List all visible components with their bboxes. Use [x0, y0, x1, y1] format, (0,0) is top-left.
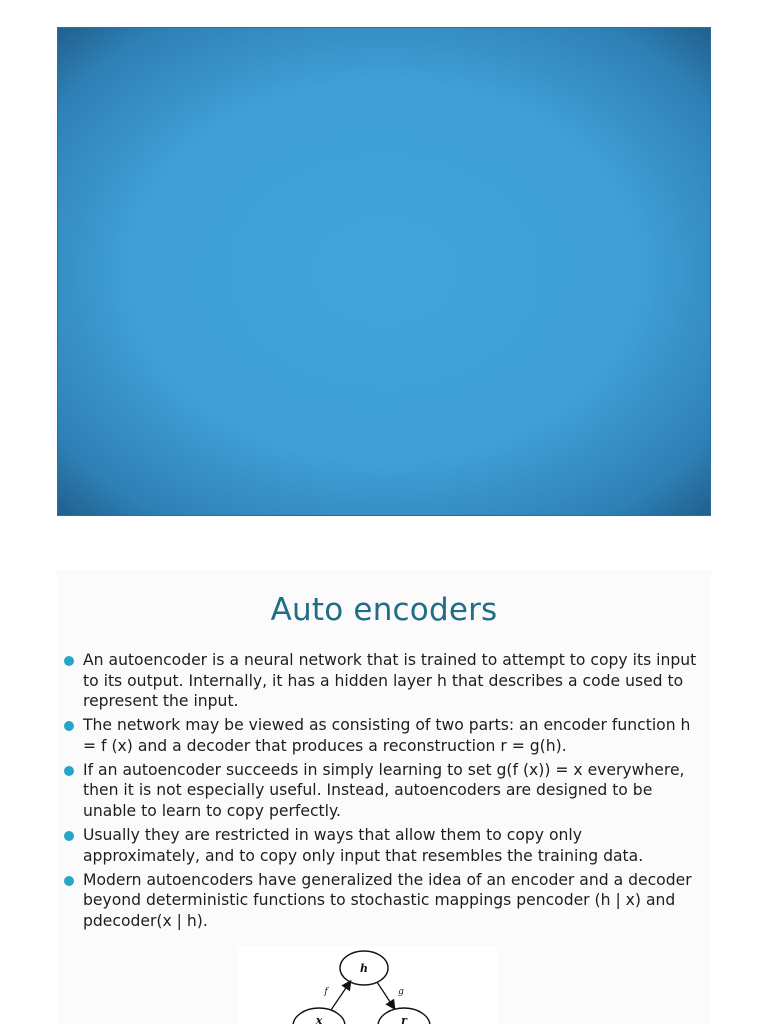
- bullet-text: If an autoencoder succeeds in simply learning to set g(f (x)) = x everywhere, then it is not especially useful. Instead, autoencoders are designed to be unable to learn to copy perfectly.: [83, 760, 685, 820]
- bullet-item: [63, 760, 703, 822]
- bullet-dot-icon: [64, 656, 74, 666]
- slide-title: Auto encoders: [270, 592, 498, 628]
- bullet-item: [63, 870, 703, 932]
- bullet-item: [63, 715, 703, 756]
- node-r-label: r: [401, 1014, 407, 1024]
- edge-f-arrow: [331, 982, 350, 1010]
- slide-auto-encoders: [57, 570, 711, 1024]
- autoencoder-diagram: [237, 946, 497, 1024]
- bullet-list: [63, 650, 703, 935]
- bullet-text: An autoencoder is a neural network that is trained to attempt to copy its input to its output. Internally, it has a hidden layer h that describes a code used to represent the input.: [83, 651, 697, 711]
- bullet-dot-icon: [64, 721, 74, 731]
- node-x-label: x: [315, 1014, 323, 1024]
- bullet-item: [63, 825, 703, 866]
- bullet-dot-icon: [64, 876, 74, 886]
- bullet-item: [63, 650, 703, 712]
- bullet-dot-icon: [64, 766, 74, 776]
- bullet-text: Usually they are restricted in ways that allow them to copy only approximately, and to copy only input that resembles the training data.: [83, 825, 644, 865]
- edge-f-label: f: [324, 987, 328, 997]
- edge-g-arrow: [377, 982, 394, 1008]
- bullet-text: The network may be viewed as consisting of two parts: an encoder function h = f (x) and a decoder that produces a reconstruction r = g(h).: [83, 716, 691, 755]
- bullet-dot-icon: [64, 831, 74, 841]
- slide-blue-background: [57, 27, 711, 516]
- bullet-text: Modern autoencoders have generalized the idea of an encoder and a decoder beyond deterministic functions to stochastic mappings pencoder (h | x) and pdecoder(x | h).: [83, 870, 692, 930]
- edge-g-label: g: [398, 987, 404, 997]
- node-h-label: h: [360, 962, 368, 975]
